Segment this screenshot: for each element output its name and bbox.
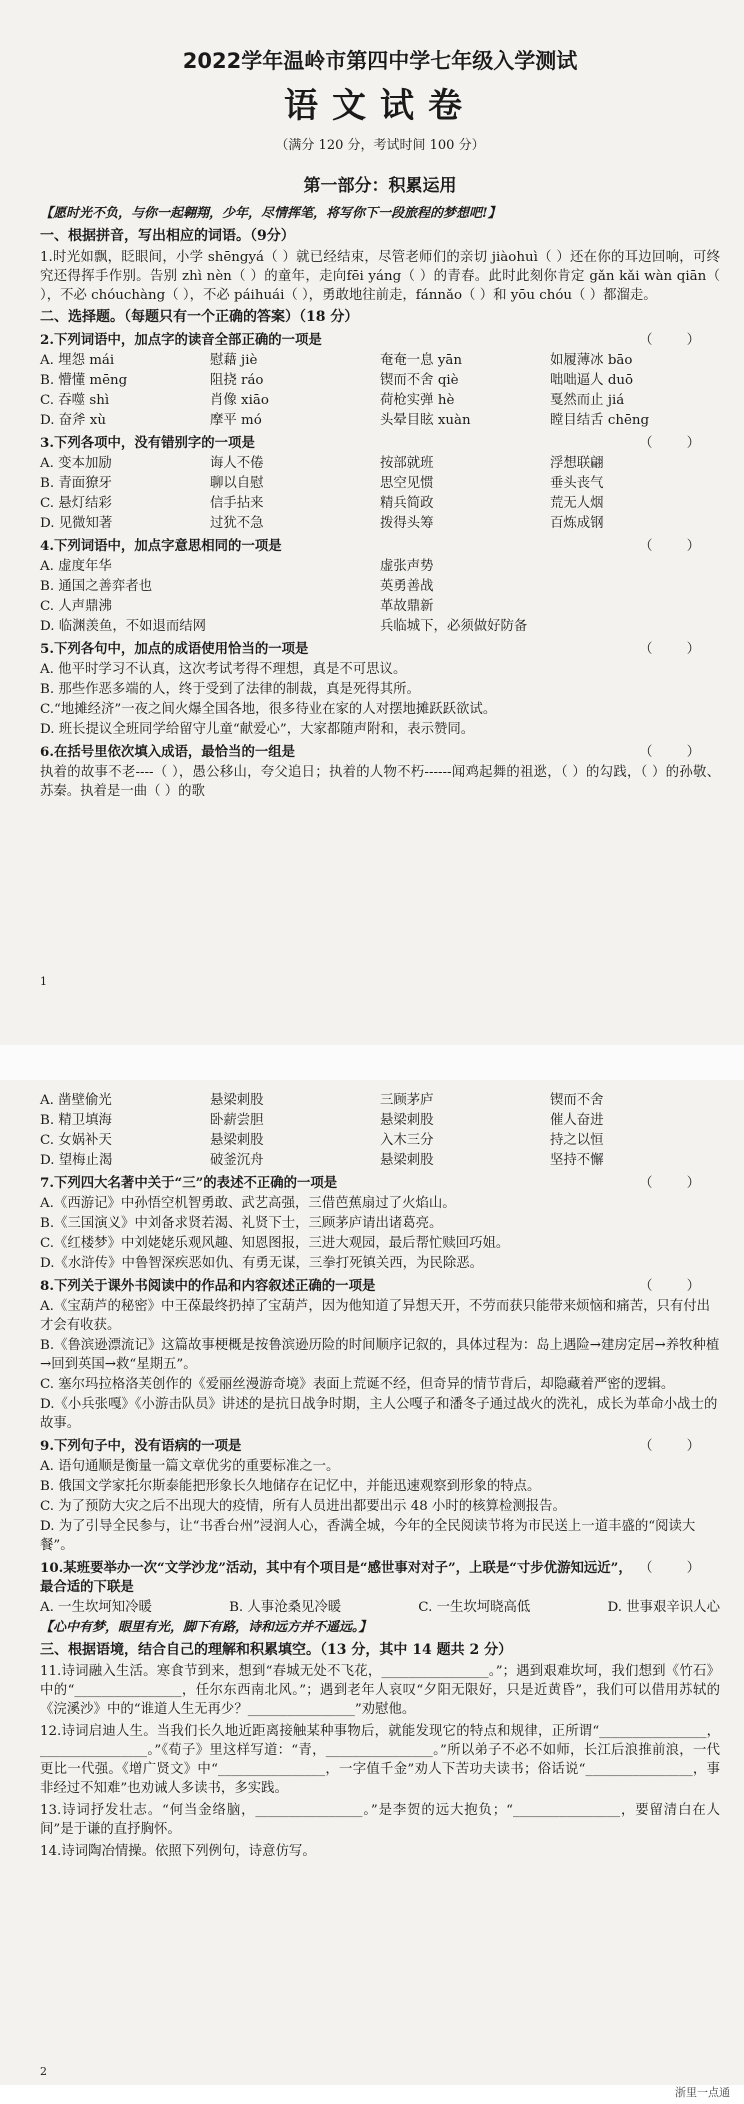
option-cell: A. 虚度年华 — [40, 559, 112, 574]
option-cell: A. 一生坎坷知冷暖 — [40, 1600, 152, 1615]
option-cell: 悬梁刺股 — [380, 1113, 434, 1128]
option-cell: 英勇善战 — [380, 579, 434, 594]
option: A.《宝葫芦的秘密》中王葆最终扔掉了宝葫芦，因为他知道了异想天开，不劳而获只能带来烦恼和痛苦，只有付出才会有收获。 — [40, 1299, 711, 1333]
subject-title: 语文试卷 — [284, 86, 476, 126]
question-10 — [40, 1559, 720, 1597]
option-cell: 破釜沉舟 — [210, 1153, 264, 1168]
option-cell: 拨得头筹 — [380, 516, 434, 531]
option-cell: 兵临城下，必须做好防备 — [380, 619, 528, 634]
page-number: 1 — [40, 975, 47, 988]
option-cell: C. 一生坎坷晓高低 — [418, 1600, 531, 1615]
question-7-stem: 7.下列四大名著中关于“三”的表述不正确的一项是 — [40, 1175, 338, 1191]
exam-info: （满分 120 分，考试时间 100 分） — [275, 138, 485, 153]
option-cell: 荒无人烟 — [550, 496, 604, 511]
question-2-stem: 2.下列词语中，加点字的读音全部正确的一项是 — [40, 332, 322, 348]
option-cell: 按部就班 — [380, 456, 434, 471]
option-cell: B. 精卫填海 — [40, 1113, 112, 1128]
option-cell: 瞠目结舌 chēng — [550, 413, 650, 428]
option-row — [40, 597, 720, 616]
option-cell: 思空见惯 — [380, 476, 434, 491]
option-cell: B. 人事沧桑见冷暖 — [229, 1600, 342, 1615]
question-6-stem: 6.在括号里依次填入成语，最恰当的一组是 — [40, 744, 296, 760]
option-cell: 虚张声势 — [380, 559, 434, 574]
option-cell: 浮想联翩 — [550, 456, 604, 471]
option-cell: 聊以自慰 — [210, 476, 264, 491]
option: C. 塞尔玛拉格洛芙创作的《爱丽丝漫游奇境》表面上荒诞不经，但奇异的情节背后，却隐藏着严密的逻辑。 — [40, 1377, 675, 1392]
option-row — [40, 474, 720, 493]
option: B. 俄国文学家托尔斯泰能把形象长久地储存在记忆中，并能迅速观察到形象的特点。 — [40, 1479, 541, 1494]
option-cell: 悬梁刺股 — [210, 1093, 264, 1108]
answer-paren: （ ） — [639, 333, 700, 348]
option-cell: C. 吞噬 shì — [40, 393, 110, 408]
option-row — [40, 1598, 720, 1617]
option-cell: 阻挠 ráo — [210, 373, 264, 388]
question-9 — [40, 1437, 720, 1456]
option-cell: 悬梁刺股 — [210, 1133, 264, 1148]
option-cell: 戛然而止 jiá — [550, 393, 625, 408]
question-4 — [40, 537, 720, 556]
option-row — [40, 391, 720, 410]
answer-paren: （ ） — [639, 1561, 700, 1576]
option-cell: B. 青面獠牙 — [40, 476, 112, 491]
answer-paren: （ ） — [639, 1439, 700, 1454]
answer-paren: （ ） — [639, 1176, 700, 1191]
option-cell: B. 通国之善弈者也 — [40, 579, 153, 594]
option-cell: C. 悬灯结彩 — [40, 496, 112, 511]
option: D.《小兵张嘎》《小游击队员》讲述的是抗日战争时期，主人公嘎子和潘冬子通过战火的洗礼，成长为革命小战士的故事。 — [40, 1397, 718, 1431]
exam-page-2 — [0, 1080, 744, 2085]
option-cell: 坚持不懈 — [550, 1153, 604, 1168]
option-cell: 肖像 xiāo — [210, 393, 269, 408]
option: C.《红楼梦》中刘姥姥乐观风趣、知恩图报，三进大观园，最后帮忙赎回巧姐。 — [40, 1236, 510, 1251]
option-cell: 入木三分 — [380, 1133, 434, 1148]
option-cell: 催人奋进 — [550, 1113, 604, 1128]
page-number: 2 — [40, 2065, 47, 2078]
section-1-text: 1.时光如飘，眨眼间，小学 shēngyá（ ）就已经结束，尽管老师们的亲切 jiàohuì（ ）还在你的耳边回响，可终究还得挥手作别。告别 zhì nèn（ ）的童年，走向fēi yáng（ ）的青春。此时此刻你肯定 gǎn kǎi wàn qiān（ ），不必 chóuchàng（ ），不必 páihuái（ ），勇敢地往前走，fánnǎo（ ）和 yōu chóu（ ）都溜走。 — [40, 250, 720, 303]
option: D.《水浒传》中鲁智深疾恶如仇、有勇无谋，三拳打死镇关西，为民除恶。 — [40, 1256, 484, 1271]
option-cell: 三顾茅庐 — [380, 1093, 434, 1108]
option-cell: 垂头丧气 — [550, 476, 604, 491]
answer-paren: （ ） — [639, 1279, 700, 1294]
option: B.《三国演义》中刘备求贤若渴、礼贤下士，三顾茅庐请出诸葛亮。 — [40, 1216, 443, 1231]
option-cell: 锲而不舍 — [550, 1093, 604, 1108]
question-14: 14.诗词陶冶情操。依照下列例句，诗意仿写。 — [40, 1844, 316, 1859]
option-cell: 革故鼎新 — [380, 599, 434, 614]
option-cell: C. 人声鼎沸 — [40, 599, 112, 614]
option-cell: A. 变本加励 — [40, 456, 112, 471]
page-gap — [0, 1045, 744, 1080]
question-3 — [40, 434, 720, 453]
option-cell: 奄奄一息 yān — [380, 353, 462, 368]
option: B.《鲁滨逊漂流记》这篇故事梗概是按鲁滨逊历险的时间顺序记叙的，具体过程为：岛上遇险→建房定居→养牧种植→回到英国→救“星期五”。 — [40, 1338, 720, 1372]
option-cell: A. 埋怨 mái — [40, 353, 115, 368]
question-6 — [40, 743, 720, 762]
section-2-title: 二、选择题。（每题只有一个正确的答案）（18 分） — [40, 309, 359, 325]
option-row — [40, 514, 720, 533]
option-cell: 如履薄冰 bāo — [550, 353, 633, 368]
option-row — [40, 494, 720, 513]
question-2 — [40, 331, 720, 350]
question-4-stem: 4.下列词语中，加点字意思相同的一项是 — [40, 538, 282, 554]
option-cell: 悬梁刺股 — [380, 1153, 434, 1168]
motto: 【愿时光不负，与你一起翱翔，少年，尽情挥笔，将写你下一段旅程的梦想吧!】 — [40, 206, 501, 221]
answer-paren: （ ） — [639, 642, 700, 657]
question-5-stem: 5.下列各句中，加点的成语使用恰当的一项是 — [40, 641, 309, 657]
option-row — [40, 351, 720, 370]
watermark: 浙里一点通 — [675, 2086, 730, 2099]
option-cell: D. 奋斧 xù — [40, 413, 106, 428]
option-row — [40, 557, 720, 576]
question-3-stem: 3.下列各项中，没有错别字的一项是 — [40, 435, 255, 451]
option-cell: 慰藉 jiè — [210, 353, 258, 368]
option-cell: D. 望梅止渴 — [40, 1153, 113, 1168]
question-8-stem: 8.下列关于课外书阅读中的作品和内容叙述正确的一项是 — [40, 1278, 376, 1294]
question-9-stem: 9.下列句子中，没有语病的一项是 — [40, 1438, 242, 1454]
option-row — [40, 411, 720, 430]
option: C.“地摊经济”一夜之间火爆全国各地，很多待业在家的人对摆地摊跃跃欲试。 — [40, 702, 497, 717]
question-6-text: 执着的故事不老----（ ），愚公移山，夸父追日；执着的人物不朽------闻鸡起舞的祖逖，（ ）的勾践，（ ）的孙敬、苏秦。执着是一曲（ ）的歌 — [40, 765, 720, 799]
option-row — [40, 617, 720, 636]
option: D. 班长提议全班同学给留守儿童“献爱心”，大家都随声附和，表示赞同。 — [40, 722, 475, 737]
option-cell: 百炼成钢 — [550, 516, 604, 531]
option-row — [40, 1151, 720, 1170]
option-cell: 咄咄逼人 duō — [550, 373, 634, 388]
question-13: 13.诗词抒发壮志。“何当金络脑，________________。”是李贺的远大抱负；“________________，要留清白在人间”是于谦的直抒胸怀。 — [40, 1803, 720, 1837]
option: A. 语句通顺是衡量一篇文章优劣的重要标准之一。 — [40, 1459, 340, 1474]
exam-title: 2022学年温岭市第四中学七年级入学测试 — [182, 49, 578, 73]
answer-paren: （ ） — [639, 436, 700, 451]
option-row — [40, 1131, 720, 1150]
question-12: 12.诗词启迪人生。当我们长久地近距离接触某种事物后，就能发现它的特点和规律，正所谓“________________，________________。”《荀子》里这样写道：“青，________________。”所以弟子不必不如师，长江后浪推前浪，一代更比一代强。《增广贤文》中“________________，一字值千金”劝人下苦功夫读书；俗话说“________________，事非经过不知难”也劝诫人多读书，多实践。 — [40, 1724, 720, 1796]
option-row — [40, 1111, 720, 1130]
option-row — [40, 577, 720, 596]
question-7 — [40, 1174, 720, 1193]
option-cell: 持之以恒 — [550, 1133, 604, 1148]
part-title: 第一部分：积累运用 — [303, 176, 457, 196]
option-cell: D. 世事艰辛识人心 — [607, 1600, 720, 1615]
option: A. 他平时学习不认真，这次考试考得不理想，真是不可思议。 — [40, 662, 407, 677]
question-8 — [40, 1277, 720, 1296]
question-5 — [40, 640, 720, 659]
option-cell: B. 懵懂 mēng — [40, 373, 128, 388]
option-cell: C. 女娲补天 — [40, 1133, 112, 1148]
option-cell: 信手拈来 — [210, 496, 264, 511]
option-row — [40, 1091, 720, 1110]
page-1-content — [40, 48, 720, 804]
option-row — [40, 454, 720, 473]
option: C. 为了预防大灾之后不出现大的疫情，所有人员进出都要出示 48 小时的核算检测报告。 — [40, 1499, 566, 1514]
answer-paren: （ ） — [639, 745, 700, 760]
option-cell: 过犹不急 — [210, 516, 264, 531]
option-cell: 锲而不舍 qiè — [380, 373, 459, 388]
option-cell: D. 临渊羡鱼，不如退而结网 — [40, 619, 207, 634]
option-cell: D. 见微知著 — [40, 516, 113, 531]
option-cell: 头晕目眩 xuàn — [380, 413, 471, 428]
option-cell: 诲人不倦 — [210, 456, 264, 471]
option-cell: A. 凿壁偷光 — [40, 1093, 112, 1108]
option: D. 为了引导全民参与，让“书香台州”浸润人心，香满全城，今年的全民阅读节将为市民送上一道丰盛的“阅读大餐”。 — [40, 1519, 696, 1553]
option-cell: 卧薪尝胆 — [210, 1113, 264, 1128]
question-11: 11.诗词融入生活。寒食节到来，想到“春城无处不飞花，________________。”；遇到艰难坎坷，我们想到《竹石》中的“________________，任尔东西南北风。”；遇到老年人哀叹“夕阳无限好，只是近黄昏”，我们可以借用苏轼的《浣溪沙》中的“谁道人生无再少？________________”劝慰他。 — [40, 1664, 720, 1717]
section-1-title: 一、根据拼音，写出相应的词语。（9分） — [40, 228, 295, 244]
option-row — [40, 371, 720, 390]
option: B. 那些作恶多端的人，终于受到了法律的制裁，真是死得其所。 — [40, 682, 420, 697]
answer-paren: （ ） — [639, 539, 700, 554]
motto-2: 【心中有梦，眼里有光，脚下有路，诗和远方并不遥远。】 — [40, 1620, 372, 1635]
option-cell: 精兵简政 — [380, 496, 434, 511]
option-cell: 摩平 mó — [210, 413, 262, 428]
exam-page-1 — [0, 0, 744, 1045]
section-3-title: 三、根据语境，结合自己的理解和积累填空。（13 分，其中 14 题共 2 分） — [40, 1642, 513, 1658]
question-10-stem: 10.某班要举办一次“文学沙龙”活动，其中有个项目是“感世事对对子”，上联是“寸步优游知远近”，最合适的下联是 — [40, 1560, 632, 1595]
option-cell: 荷枪实弹 hè — [380, 393, 455, 408]
page-2-content — [40, 1090, 720, 1864]
option: A.《西游记》中孙悟空机智勇敢、武艺高强，三借芭蕉扇过了火焰山。 — [40, 1196, 456, 1211]
